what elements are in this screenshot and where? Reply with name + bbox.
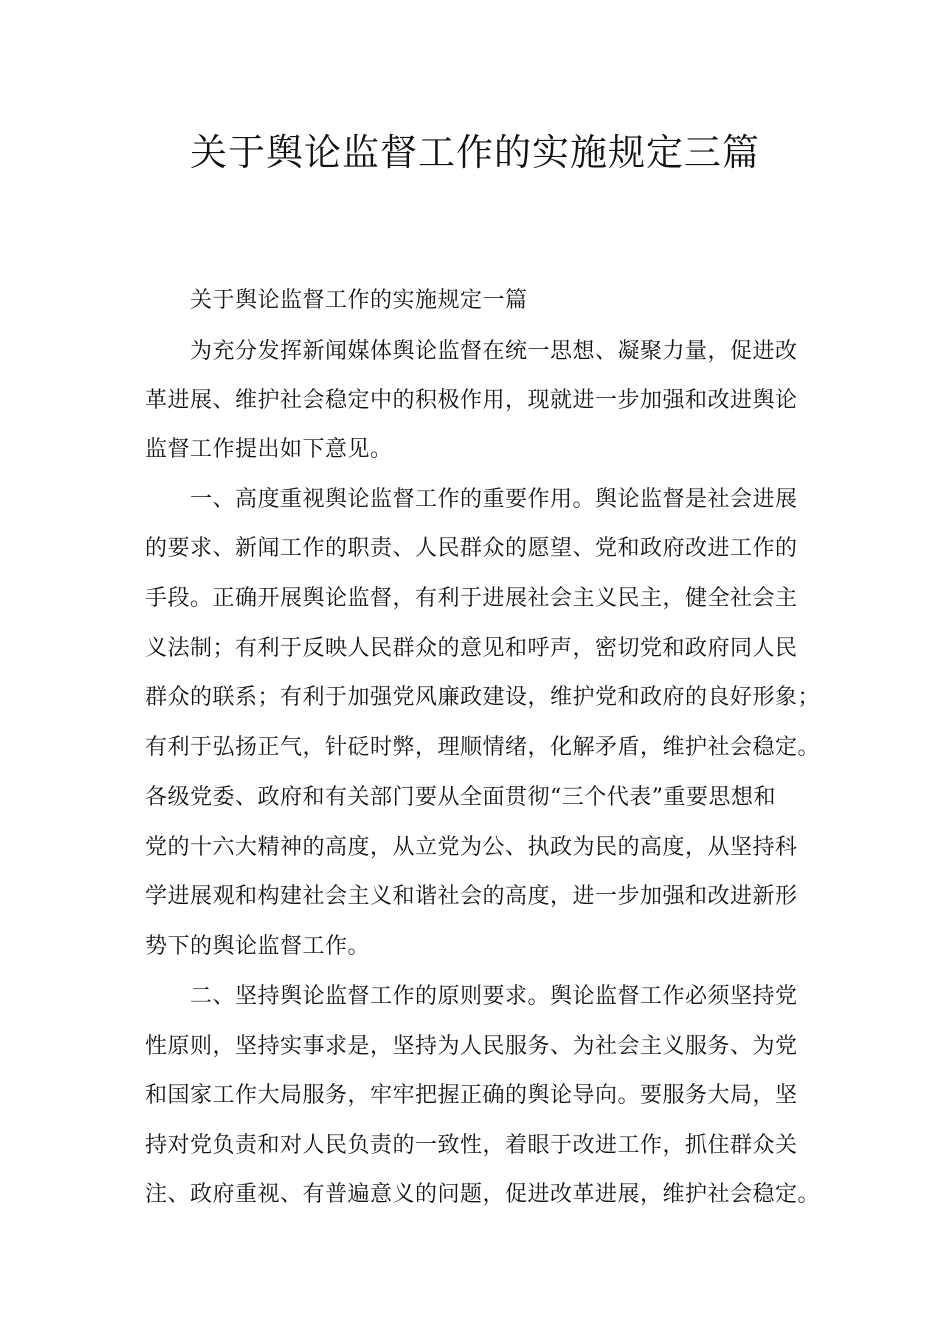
paragraph-line: 二、坚持舆论监督工作的原则要求。舆论监督工作必须坚持党 bbox=[190, 984, 798, 1009]
paragraph-line: 的要求、新闻工作的职责、人民群众的愿望、党和政府改进工作的 bbox=[145, 536, 798, 561]
paragraph-line: 一、高度重视舆论监督工作的重要作用。舆论监督是社会进展 bbox=[190, 487, 798, 512]
paragraph-line: 党的十六大精神的高度，从立党为公、执政为民的高度，从坚持科 bbox=[145, 835, 798, 860]
paragraph-line: 持对党负责和对人民负责的一致性，着眼于改进工作，抓住群众关 bbox=[145, 1133, 798, 1158]
paragraph-line: 性原则，坚持实事求是，坚持为人民服务、为社会主义服务、为党 bbox=[145, 1034, 798, 1059]
paragraph-line: 义法制；有利于反映人民群众的意见和呼声，密切党和政府同人民 bbox=[145, 636, 798, 661]
document-title: 关于舆论监督工作的实施规定三篇 bbox=[190, 131, 760, 174]
paragraph-line: 群众的联系；有利于加强党风廉政建设，维护党和政府的良好形象； bbox=[145, 685, 821, 710]
paragraph-line: 学进展观和构建社会主义和谐社会的高度，进一步加强和改进新形 bbox=[145, 884, 798, 909]
paragraph-line: 和国家工作大局服务，牢牢把握正确的舆论导向。要服务大局，坚 bbox=[145, 1083, 798, 1108]
paragraph-line: 各级党委、政府和有关部门要从全面贯彻“三个代表”重要思想和 bbox=[145, 785, 776, 810]
paragraph-line: 注、政府重视、有普遍意义的问题，促进改革进展，维护社会稳定。 bbox=[145, 1182, 821, 1207]
paragraph-line: 革进展、维护社会稳定中的积极作用，现就进一步加强和改进舆论 bbox=[145, 388, 798, 413]
paragraph-line: 手段。正确开展舆论监督，有利于进展社会主义民主，健全社会主 bbox=[145, 586, 798, 611]
paragraph-line: 有利于弘扬正气，针砭时弊，理顺情绪，化解矛盾，维护社会稳定。 bbox=[145, 735, 821, 760]
paragraph-line: 为充分发挥新闻媒体舆论监督在统一思想、凝聚力量，促进改 bbox=[190, 339, 798, 364]
paragraph-line: 势下的舆论监督工作。 bbox=[145, 934, 371, 959]
paragraph-line: 监督工作提出如下意见。 bbox=[145, 437, 393, 462]
section-subtitle: 关于舆论监督工作的实施规定一篇 bbox=[190, 288, 528, 313]
